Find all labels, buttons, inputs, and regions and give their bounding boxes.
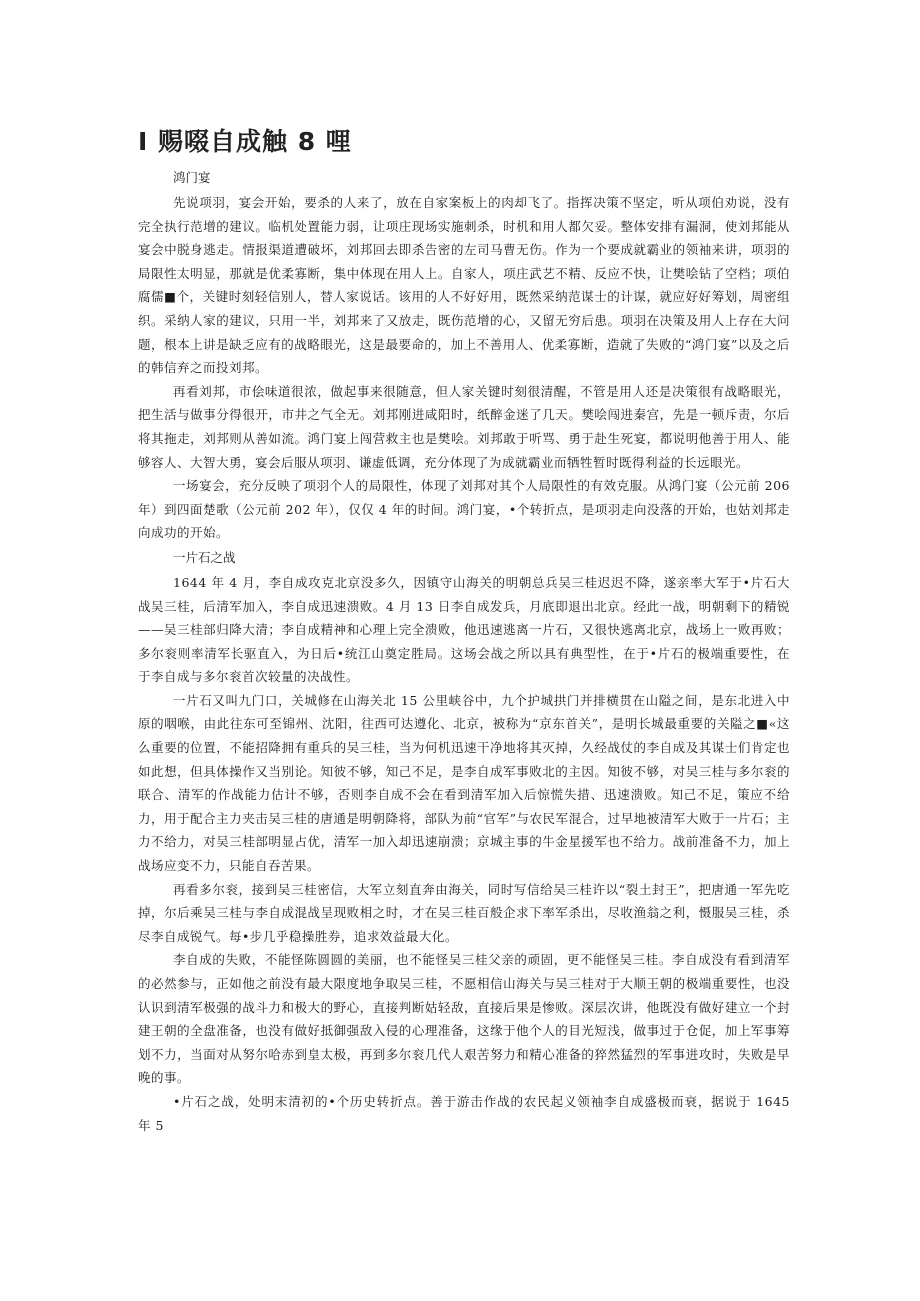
section-heading: 鸿门宴 — [173, 170, 211, 185]
document-title: I 赐啜自成触 8 哩 — [138, 127, 352, 156]
paragraph: 再看多尔衮，接到吴三桂密信，大军立刻直奔由海关，同时写信给吴三桂许以“裂土封王”，把唐通一军先吃掉，尔后乘吴三桂与李自成混战呈现败相之时，才在吴三桂百般企求下率军杀出，尽收渔翁之利，慑服吴三桂，杀尽李自成锐气。每•步几乎稳操胜券，追求效益最大化。 — [138, 881, 790, 944]
paragraph: 先说项羽，宴会开始，要杀的人来了，放在自家案板上的肉却飞了。指挥决策不坚定，听从项伯劝说，没有完全执行范增的建议。临机处置能力弱，让项庄现场实施刺杀，时机和用人都欠妥。整体安排有漏洞，使刘邦能从宴会中脱身逃走。情报渠道遭破坏，刘邦回去即杀告密的左司马曹无伤。作为一个要成就霸业的领袖来讲，项羽的局限性太明显，那就是优柔寡断，集中体现在用人上。自家人，项庄武艺不精、反应不快，让樊哙钻了空档；项伯腐儒■个，关键时刻轻信别人，替人家说话。该用的人不好好用，既然采纳范谋士的计谋，就应好好筹划，周密组织。采纳人家的建议，只用一半，刘邦来了又放走，既伤范增的心，又留无穷后患。项羽在决策及用人上存在大问题，根本上讲是缺乏应有的战略眼光，这是最要命的，加上不善用人、优柔寡断，造就了失败的“鸿门宴”以及之后的韩信弃之而投刘邦。 — [138, 195, 791, 376]
paragraph: 一场宴会，充分反映了项羽个人的局限性，体现了刘邦对其个人局限性的有效克服。从鸿门宴（公元前 206 年）到四面楚歌（公元前 202 年），仅仅 4 年的时间。鸿门宴，•个转折点，是项羽走向没落的开始，也姑刘邦走向成功的开始。 — [138, 478, 790, 541]
section-yipianshi-battle — [138, 545, 790, 1137]
section-heading: 一片石之战 — [173, 549, 236, 565]
paragraph: 再看刘邦，市侩味道很浓，做起事来很随意，但人家关键时刻很清醒，不管是用人还是决策很有战略眼光，把生活与做事分得很开，市井之气全无。刘邦刚进咸阳时，纸醉金迷了几天。樊哙闯进秦宫，先是一顿斥责，尔后将其拖走，刘邦则从善如流。鸿门宴上闯营救主也是樊哙。刘邦敢于听骂、勇于赴生死宴，都说明他善于用人、能够容人、大智大勇，宴会后服从项羽、谦虚低调，充分体现了为成就霸业而牺牲暂时既得利益的长远眼光。 — [138, 383, 790, 470]
paragraph: 李自成的失败，不能怪陈圆圆的美丽，也不能怪吴三桂父亲的顽固，更不能怪吴三桂。李自成没有看到清军的必然参与，正如他之前没有最大限度地争取吴三桂，不愿相信山海关与吴三桂对于大顺王朝的极端重要性，也没认识到清军极强的战斗力和极大的野心，直接判断姑轻敌，直接后果是惨败。深层次讲，他既没有做好建立一个封建王朝的全盘准备，也没有做好抵御强敌入侵的心理准备，这缘于他个人的目光短浅，做事过于仓促，加上军事筹划不力，当面对从努尔哈赤到皇太极，再到多尔衮几代人艰苦努力和精心准备的猝然猛烈的军事进攻时，失败是早晚的事。 — [138, 952, 790, 1086]
document-body — [138, 165, 790, 1137]
paragraph: •片石之战，处明末清初的•个历史转折点。善于游击作战的农民起义领袖李自成盛极而衰，据说于 1645 年 5 — [138, 1093, 790, 1133]
paragraph: 一片石又叫九门口，关城修在山海关北 15 公里峡谷中，九个护城拱门并排横贯在山隘之间，是东北进入中原的咽喉，由此往东可至锦州、沈阳，往西可达遵化、北京，被称为“京东首关”，是明长城最重要的关隘之■«这么重要的位置，不能招降拥有重兵的吴三桂，当为何机迅速干净地将其灭掉，久经战仗的李自成及其谋士们肯定也如此想，但具体操作又当别论。知彼不够，知己不足，是李自成军事败北的主因。知彼不够，对吴三桂与多尔衮的联合、清军的作战能力估计不够，否则李自成不会在看到清军加入后惊慌失措、迅速溃败。知己不足，策应不给力，用于配合主力夹击吴三桂的唐通是明朝降将，部队为前“官军”与农民军混合，过早地被清军大败于一片石；主力不给力，对吴三桂部明显占优，清军一加入却迅速崩溃；京城主事的牛金星援军也不给力。战前准备不力，加上战场应变不力，只能自吞苦果。 — [138, 692, 790, 874]
section-hongmen-banquet — [138, 165, 790, 545]
paragraph: 1644 年 4 月，李自成攻克北京没多久，因镇守山海关的明朝总兵吴三桂迟迟不降，遂亲率大军于•片石大战吴三桂，后清军加入，李自成迅速溃败。4 月 13 日李自成发兵，月底即退出北京。经此一战，明朝剩下的精锐——吴三桂部归降大清；李自成精神和心理上完全溃败，他迅速逃离一片石，又很快逃离北京，战场上一败再败；多尔衮则率清军长驱直入，为日后•统江山奠定胜局。这场会战之所以具有典型性，在于•片石的极端重要性，在于李自成与多尔衮首次较量的决战性。 — [138, 574, 790, 685]
